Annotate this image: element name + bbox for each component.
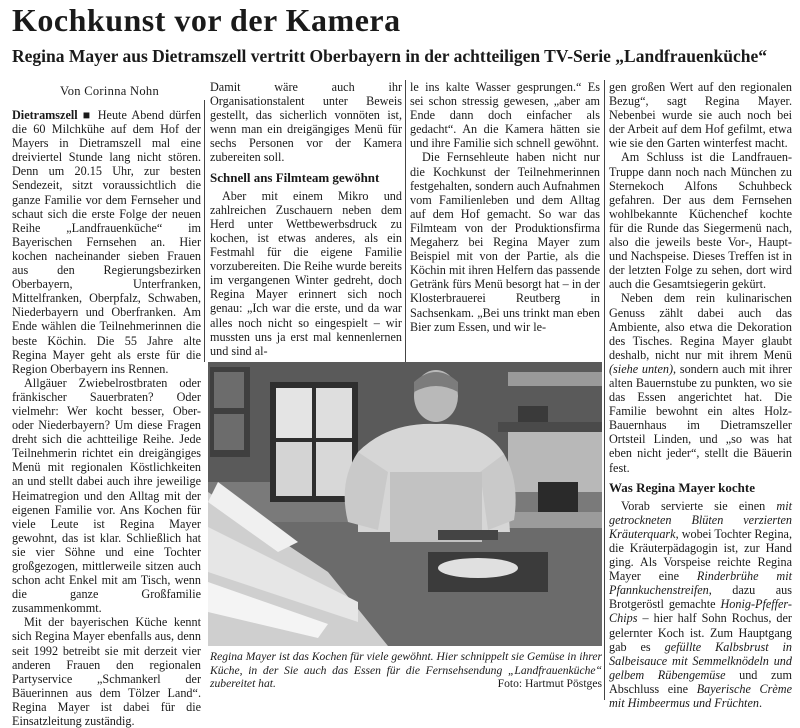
emphasis: Rinderbrühe mit Pfannkuchenstreifen [609, 569, 793, 598]
emphasis: Honig-Pfeffer-Chips [609, 597, 792, 626]
emphasis: mit getrockneten Blüten verzierten Kräuterquark [609, 498, 792, 541]
emphasis: (siehe unten) [609, 361, 674, 376]
text: , dazu aus Brotgeröstl gemachte [609, 583, 792, 612]
paragraph: Allgäuer Zwiebelrostbraten oder fränkischer Sauerbraten? Oder vielmehr: Wer kocht besser, Ober- oder Niederbayern? Um diese Fragen dreht sich die achtteilige Reihe. Jede Teilnehmerin richtet ein dreigängiges Menü mit regionalen Köstlichkeiten an und stellt dabei auch ihre jeweilige Heimatregion und den Alltag mit der eigenen Familie vor. Ans Kochen für viele Leute ist Regina Mayer gewohnt, das ist klar. Schließlich hat sie vier Söhne und eine Tochter großgezogen, mittlerweile sitzen auch schon acht Enkel mit am Tisch, wenn die ganze Großfamilie zusammenkommt. [12, 375, 201, 616]
column-2 [210, 80, 402, 360]
subheading: Was Regina Mayer kochte [609, 479, 755, 495]
paragraph [609, 291, 792, 474]
subheading: Schnell ans Filmteam gewöhnt [210, 169, 380, 185]
column-4 [609, 80, 793, 711]
paragraph: le ins kalte Wasser gesprungen.“ Es sei schon stressig gewesen, „aber am Ende dann doch einfacher als gedacht“. An die Kamera hätten sie und ihre Familie sich schnell gewöhnt. [410, 80, 600, 151]
paragraph [12, 108, 201, 376]
column-3 [410, 80, 600, 360]
text: Vorab servierte sie einen [621, 498, 777, 513]
byline: Von Corinna Nohn [60, 84, 160, 98]
kitchen-photo [208, 362, 602, 646]
dateline: Dietramszell ■ [12, 108, 93, 122]
text: , wobei Tochter Regina, die Kräuterpädagogin ist, zur Hand ging. Als Vorspeise reichte Regina Mayer eine [609, 526, 792, 584]
column-rule [204, 100, 205, 362]
photo-credit: Foto: Hartmut Pöstges [497, 677, 602, 690]
text: – hier half Sohn Rochus, der gelernter Koch ist. Zum Hauptgang gab es [609, 611, 792, 654]
paragraph: Aber mit einem Mikro und zahlreichen Zuschauern neben dem Herd unter Wettbewerbsdruck zu kochen, ist etwas anderes, als ein Festmahl für die eigene Familie vorzubereiten. Die Reihe wurde bereits im vergangenen Winter gedreht, doch Regina Mayer erinnert sich noch genau: „Ich war die erste, und da war alles noch nicht so eingespielt – wir mussten uns ja erst mal kennenlernen und sind al- [210, 188, 402, 358]
column-rule [604, 80, 605, 700]
paragraph-text: Heute Abend dürfen die 60 Milchkühe auf dem Hof der Mayers in Dietramszell mal eine dreiviertel Stunde lang nicht stören. Denn um 20.15 Uhr, zur besten Sendezeit, sitzt voraussichtlich die ganze Familie vor dem Fernseher und schaut sich die erste Folge der neuen Reihe „Landfrauenküche“ im Bayerischen Fernsehen an. Hier kochen nacheinander sieben Frauen aus den Regierungsbezirken Oberbayern, Unterfranken, Mittelfranken, Oberpfalz, Schwaben, Niederbayern und Oberfranken. Am Ende wählen die Teilnehmerinnen die beste Köchin. Die 55 Jahre alte Regina Mayer geht als erste für die Region Oberbayern ins Rennen. [12, 108, 201, 376]
paragraph: gen großen Wert auf den regionalen Bezug“, sagt Regina Mayer. Nebenbei wurde sie auch noch bei der Arbeit auf dem Hof gefilmt, etwa wie sie den Garten winterfest macht. [609, 80, 792, 151]
paragraph: Damit wäre auch ihr Organisationstalent unter Beweis gestellt, das sicherlich vonnöten ist, wenn man ein dreigängiges Menü für sechs Personen vor der Kamera zubereiten soll. [210, 80, 402, 165]
text: , sondern auch mit ihrer alten Bauernstube zu punkten, wo sie das Essen angerichtet hat. Die Familie bewohnt ein altes Holz-Bauernhaus im Dietramszeller Ortsteil Linden, und „so was hat eben nicht jeder“, stellt die Bäuerin fest. [609, 361, 792, 475]
headline: Kochkunst vor der Kamera [12, 2, 401, 38]
deck-subheadline: Regina Mayer aus Dietramszell vertritt Oberbayern in der achtteiligen TV-Serie „Landfrauenküche“ [12, 46, 767, 66]
paragraph [609, 499, 792, 710]
paragraph: Mit der bayerischen Küche kennt sich Regina Mayer ebenfalls aus, denn seit 1992 betreibt sie mit derzeit vier anderen Frauen den regionalen Partyservice „Schmankerl der Bäuerinnen aus dem Tölzer Land“. Regina Mayer ist dabei für die Einsatzleitung zuständig. [12, 615, 201, 728]
photo-caption [210, 650, 602, 691]
emphasis: Bayerische Crème mit Himbeermus und Früchten [609, 681, 793, 711]
emphasis: gefüllte Kalbsbrust in Salbeisauce mit Semmelknödeln und gelbem Rübengemüse [609, 639, 792, 682]
text: Neben dem rein kulinarischen Genuss zählt dabei auch das Ambiente, also etwa die Dekoration des Tisches. Regina Mayer glaubt deshalb, nicht nur mit ihrem Menü [609, 291, 792, 362]
paragraph: Die Fernsehleute haben nicht nur die Kochkunst der Teilnehmerinnen festgehalten, sondern auch Aufnahmen vom Familienleben und dem Alltag auf dem Hof gemacht. So war das Filmteam von der Produktionsfirma Megaherz bei Regina Mayer zum Beispiel mit von der Partie, als die Köchin mit ihren Helfern das passende Getränk fürs Menü besorgt hat – in der Klosterbrauerei Reutberg in Sachsenkam. „Bei uns trinkt man eben Bier zum Essen, und wir le- [410, 150, 600, 334]
column-1 [12, 108, 201, 728]
text: . [758, 696, 762, 711]
caption-text: Regina Mayer ist das Kochen für viele gewöhnt. Hier schnippelt sie Gemüse in ihrer Küche, in der Sie auch das Essen für die Fernsehsendung „Landfrauenküche“ zubereitet hat. [210, 650, 602, 690]
column-rule [405, 80, 406, 362]
paragraph: Am Schluss ist die Landfrauen-Truppe dann noch nach München zu Sternekoch Alfons Schuhbeck gefahren. Der aus dem Fernsehen wohlbekannte Küchenchef kochte für die Runde das Siegermenü nach, also die jeweils beste Vor-, Haupt- und Nachspeise. Dieses Treffen ist in der letzten Folge zu sehen, dort wird auch die Gesamtsiegerin gekürt. [609, 150, 792, 292]
text: und zum Abschluss eine [609, 667, 792, 696]
